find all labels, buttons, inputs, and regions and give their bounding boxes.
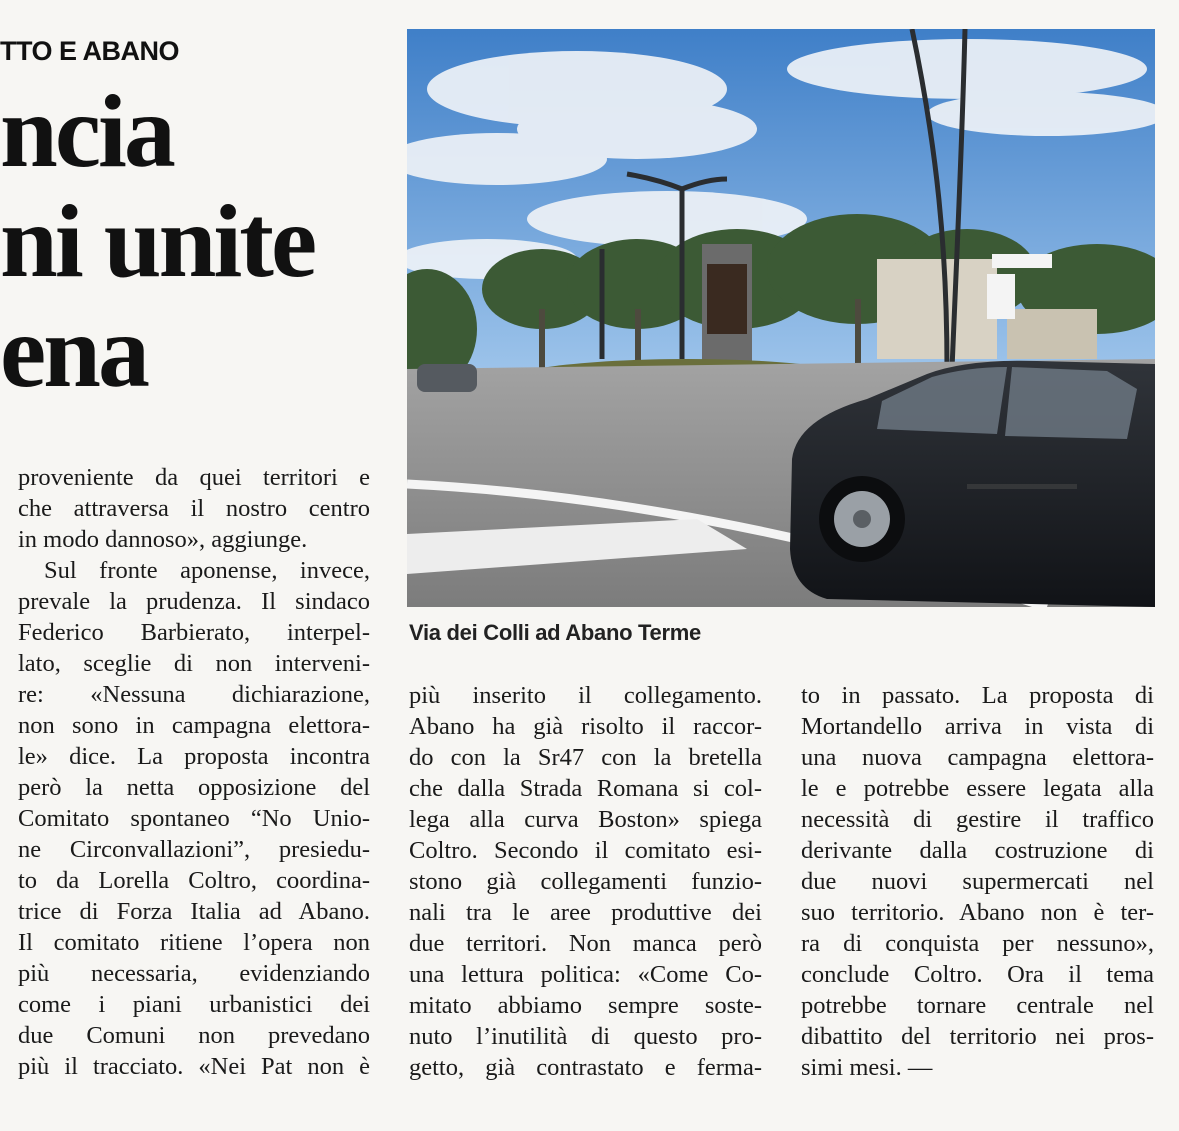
- text-line: non sono in campagna elettora-: [18, 712, 370, 739]
- text-line: che dalla Strada Romana si col-: [409, 775, 762, 802]
- text-line: una nuova campagna elettora-: [801, 744, 1154, 771]
- text-line: Coltro. Secondo il comitato esi-: [409, 837, 762, 864]
- text-line: stono già collegamenti funzio-: [409, 868, 762, 895]
- text-line: due Comuni non prevedano: [18, 1022, 370, 1049]
- text-line: Federico Barbierato, interpel-: [18, 619, 370, 646]
- text-line: ne Circonvallazioni”, presiedu-: [18, 836, 370, 863]
- text-line: mitato abbiamo sempre soste-: [409, 992, 762, 1019]
- text-line: potrebbe tornare centrale nel: [801, 992, 1154, 1019]
- text-line: Abano ha già risolto il raccor-: [409, 713, 762, 740]
- text-line: necessità di gestire il traffico: [801, 806, 1154, 833]
- text-line: le» dice. La proposta incontra: [18, 743, 370, 770]
- text-line: nuto l’inutilità di questo pro-: [409, 1023, 762, 1050]
- text-line: re: «Nessuna dichiarazione,: [18, 681, 370, 708]
- text-line: in modo dannoso», aggiunge.: [18, 526, 308, 553]
- article-column-3: [801, 680, 1154, 1083]
- text-line: come i piani urbanistici dei: [18, 991, 370, 1018]
- text-line: proveniente da quei territori e: [18, 464, 370, 491]
- text-line: Sul fronte aponense, invece,: [44, 557, 370, 584]
- text-line: getto, già contrastato e ferma-: [409, 1054, 762, 1081]
- text-line: Il comitato ritiene l’opera non: [18, 929, 370, 956]
- headline-line-3: ena: [0, 294, 147, 409]
- headline-line-1: ncia: [0, 74, 173, 189]
- article-column-2: [409, 680, 762, 1083]
- headline-line-2: ni unite: [0, 184, 315, 299]
- text-line: più necessaria, evidenziando: [18, 960, 370, 987]
- text-line: dibattito del territorio nei pros-: [801, 1023, 1154, 1050]
- text-line: trice di Forza Italia ad Abano.: [18, 898, 370, 925]
- text-line: ra di conquista per nessuno»,: [801, 930, 1154, 957]
- text-line: suo territorio. Abano non è ter-: [801, 899, 1154, 926]
- text-line: lega alla curva Boston» spiega: [409, 806, 762, 833]
- text-line: derivante dalla costruzione di: [801, 837, 1154, 864]
- text-line: Mortandello arriva in vista di: [801, 713, 1154, 740]
- text-line: do con la Sr47 con la bretella: [409, 744, 762, 771]
- text-line: due nuovi supermercati nel: [801, 868, 1154, 895]
- article-column-1: [18, 462, 370, 1082]
- text-line: simi mesi. —: [801, 1054, 933, 1081]
- text-line: conclude Coltro. Ora il tema: [801, 961, 1154, 988]
- roundabout-street-photo: [407, 29, 1155, 607]
- text-line: Comitato spontaneo “No Unio-: [18, 805, 370, 832]
- text-line: nali tra le aree produttive dei: [409, 899, 762, 926]
- text-line: più inserito il collegamento.: [409, 682, 762, 709]
- text-line: to in passato. La proposta di: [801, 682, 1154, 709]
- text-line: prevale la prudenza. Il sindaco: [18, 588, 370, 615]
- text-line: lato, sceglie di non interveni-: [18, 650, 370, 677]
- photo-caption: Via dei Colli ad Abano Terme: [409, 620, 701, 645]
- text-line: più il tracciato. «Nei Pat non è: [18, 1053, 370, 1080]
- text-line: che attraversa il nostro centro: [18, 495, 370, 522]
- section-kicker: TTO E ABANO: [0, 36, 180, 66]
- text-line: però la netta opposizione del: [18, 774, 370, 801]
- text-line: to da Lorella Coltro, coordina-: [18, 867, 370, 894]
- text-line: una lettura politica: «Come Co-: [409, 961, 762, 988]
- article-photo: [407, 29, 1155, 607]
- text-line: due territori. Non manca però: [409, 930, 762, 957]
- text-line: le e potrebbe essere legata alla: [801, 775, 1154, 802]
